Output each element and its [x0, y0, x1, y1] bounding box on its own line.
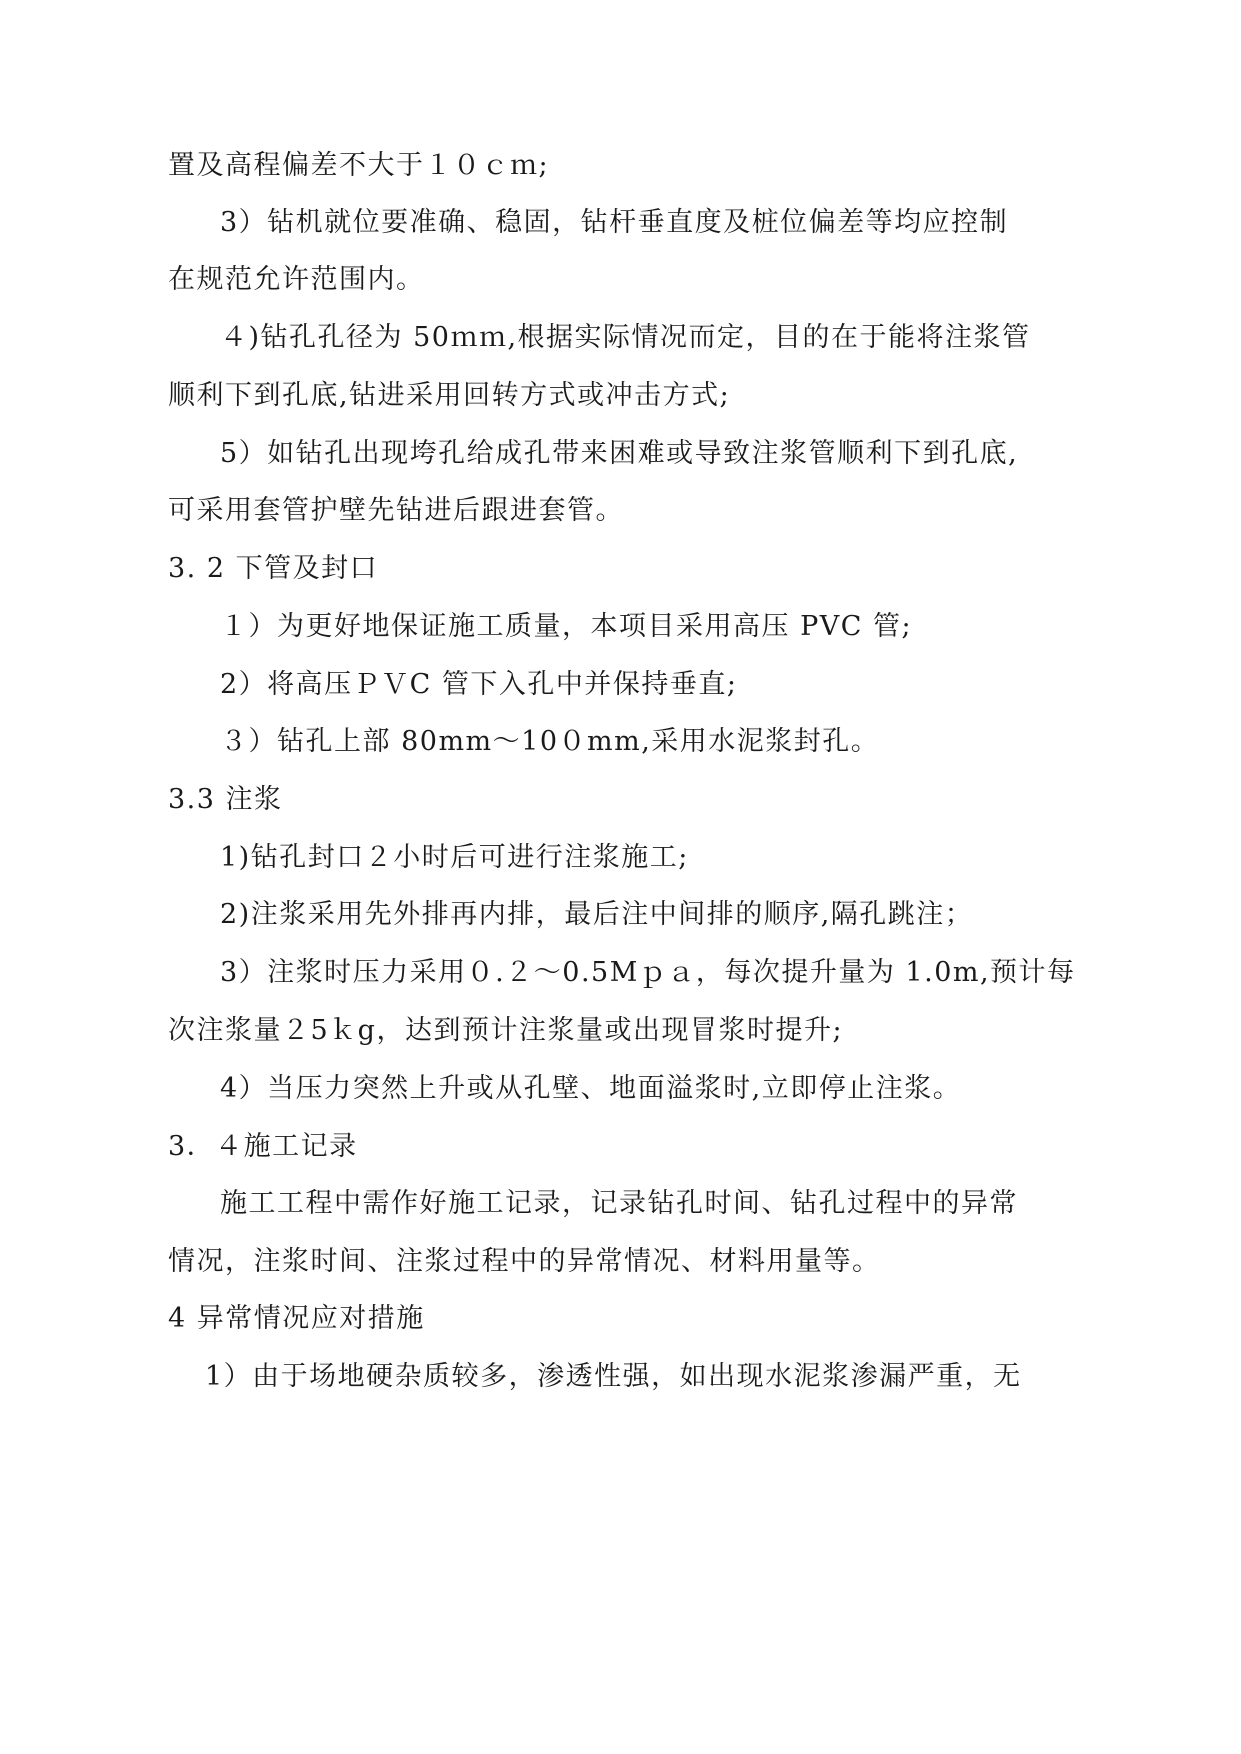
section-heading-3-3: 3.3 注浆 — [168, 784, 283, 815]
list-item-3-drill-position: 3）钻机就位要准确、稳固，钻杆垂直度及桩位偏差等均应控制 — [220, 207, 1009, 238]
list-item-2-pvc-insert: 2）将高压ＰＶC 管下入孔中并保持垂直; — [220, 669, 738, 700]
list-item-5-collapse: 5）如钻孔出现垮孔给成孔带来困难或导致注浆管顺利下到孔底, — [220, 438, 1019, 469]
section-heading-3-2: 3. 2 下管及封口 — [168, 553, 379, 584]
text-line-continuation-2: 在规范允许范围内。 — [168, 264, 425, 295]
text-line-continuation-5: 次注浆量２5ｋg，达到预计注浆量或出现冒浆时提升; — [168, 1015, 844, 1046]
list-item-3-grout-pressure: 3）注浆时压力采用０.２～0.5Mｐａ，每次提升量为 1.0m,预计每 — [220, 957, 1076, 988]
text-line-continuation-4: 可采用套管护壁先钻进后跟进套管。 — [168, 495, 624, 526]
list-item-4-hole-diameter: ４)钻孔孔径为 50ｍｍ,根据实际情况而定，目的在于能将注浆管 — [220, 322, 1031, 353]
text-line-continuation-3: 顺利下到孔底,钻进采用回转方式或冲击方式; — [168, 380, 731, 411]
section-heading-4: 4 异常情况应对措施 — [168, 1303, 425, 1334]
paragraph-record-line-1: 施工工程中需作好施工记录，记录钻孔时间、钻孔过程中的异常 — [220, 1188, 1018, 1219]
section-heading-3-4: 3．４施工记录 — [168, 1131, 358, 1162]
list-item-1-grout-start: 1)钻孔封口２小时后可进行注浆施工; — [220, 842, 689, 873]
list-item-1-leak: 1）由于场地硬杂质较多，渗透性强，如出现水泥浆渗漏严重，无 — [205, 1361, 1022, 1392]
text-line-continuation-1: 置及高程偏差不大于１０ｃｍ; — [168, 150, 550, 181]
list-item-4-stop: 4）当压力突然上升或从孔壁、地面溢浆时,立即停止注浆。 — [220, 1073, 962, 1104]
list-item-2-grout-order: 2)注浆采用先外排再内排，最后注中间排的顺序,隔孔跳注； — [220, 899, 974, 930]
list-item-1-pvc: １）为更好地保证施工质量，本项目采用高压 PVC 管; — [220, 611, 913, 642]
list-item-3-seal: ３）钻孔上部 80mm～10０mm,采用水泥浆封孔。 — [220, 726, 880, 757]
paragraph-record-line-2: 情况，注浆时间、注浆过程中的异常情况、材料用量等。 — [168, 1246, 881, 1277]
